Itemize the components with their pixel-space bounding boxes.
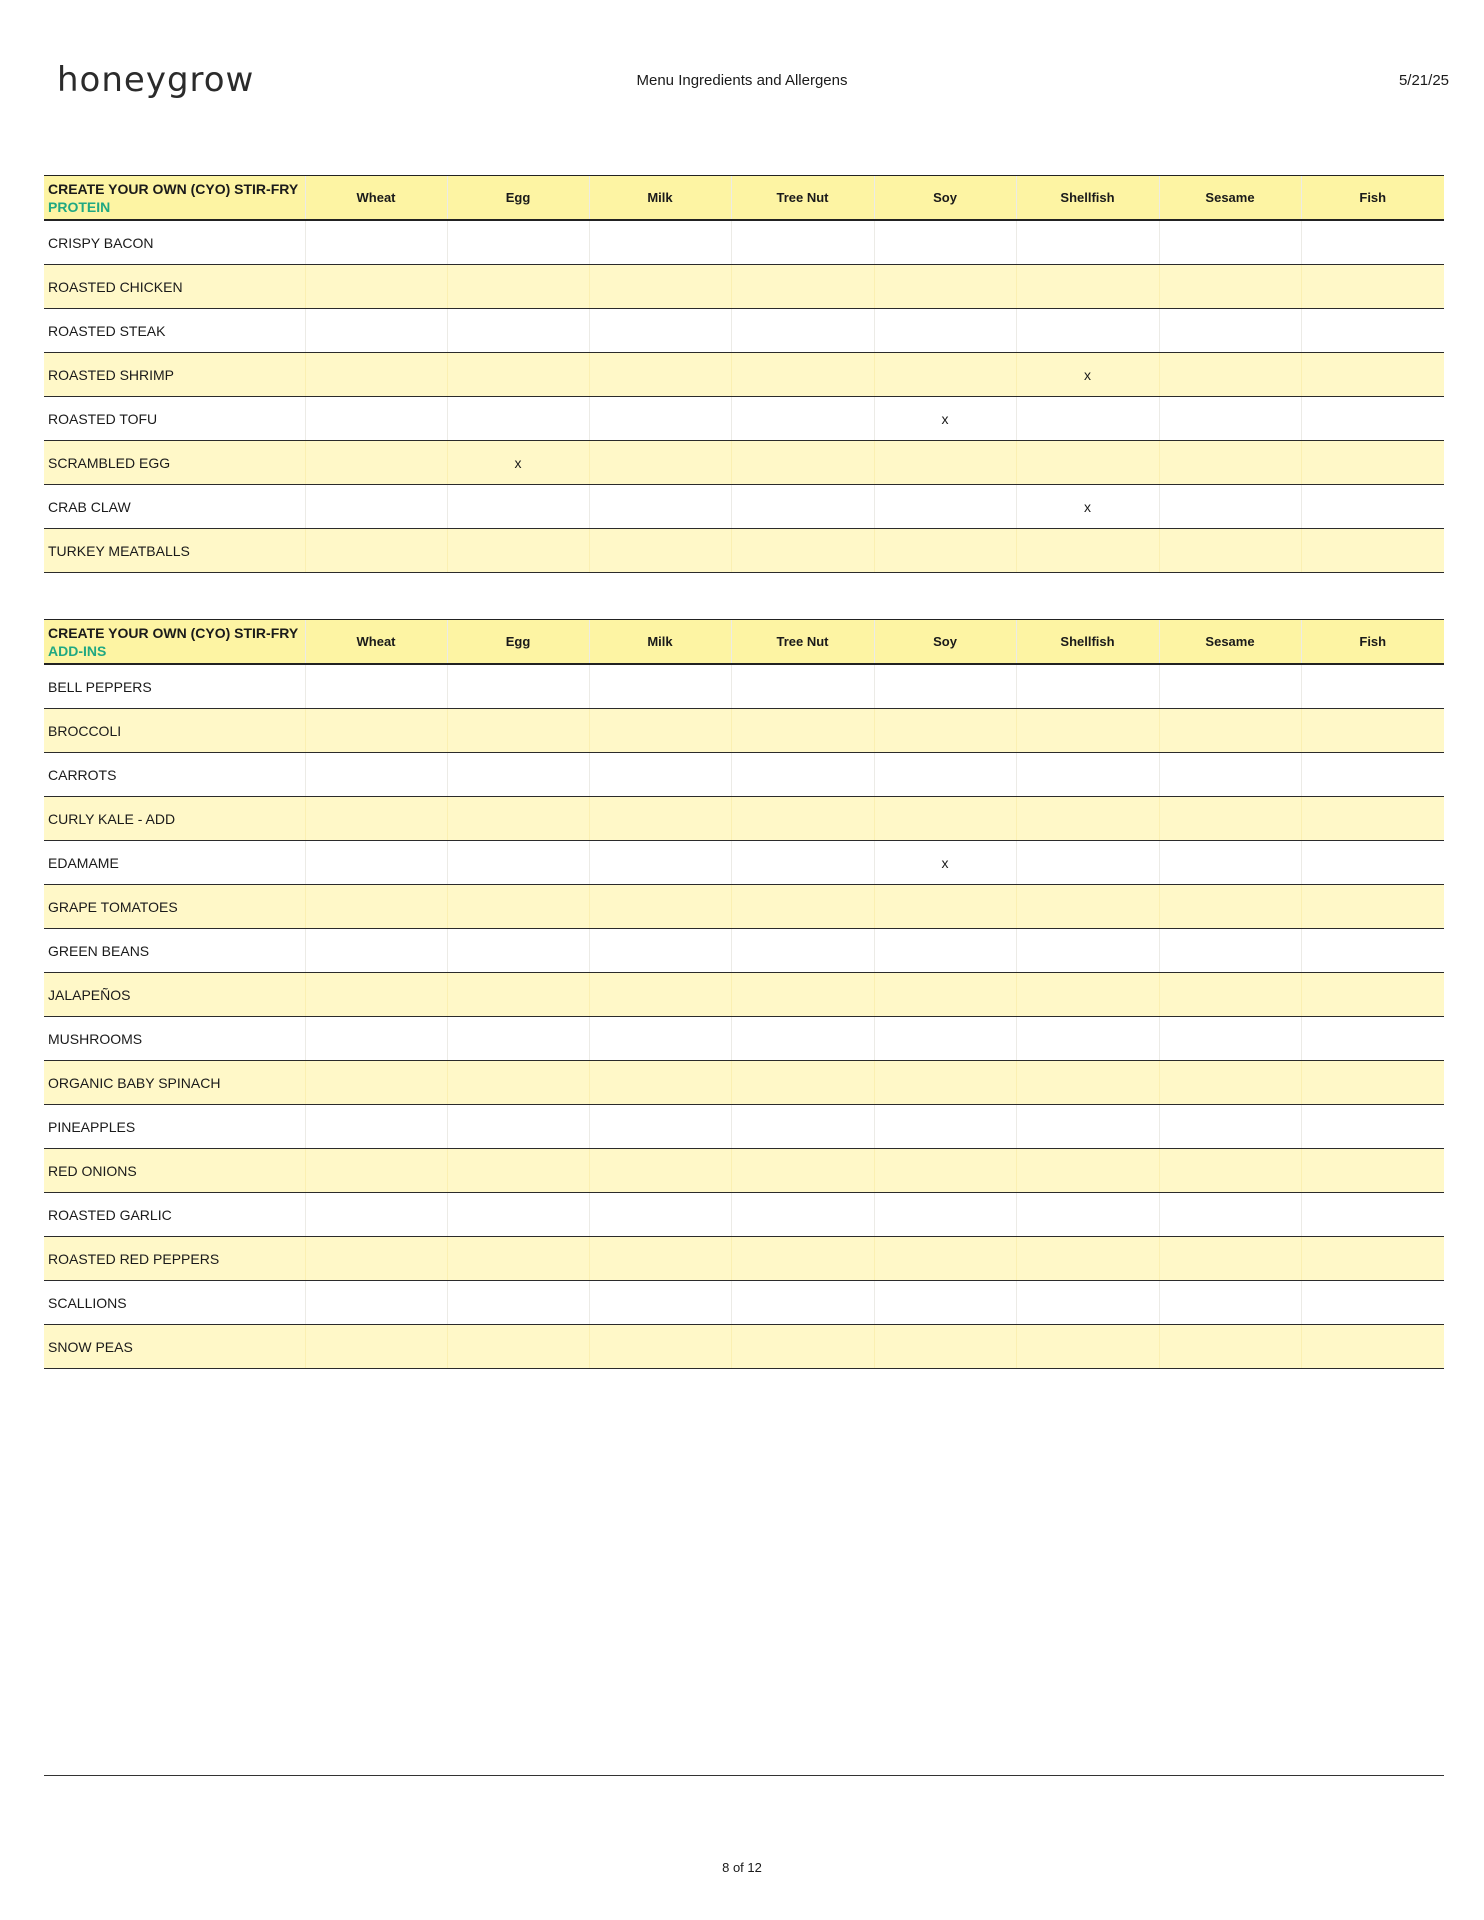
table-row (44, 265, 1444, 309)
allergen-mark-fish (1301, 797, 1444, 841)
allergen-mark-shellfish (1016, 1105, 1159, 1149)
allergen-mark-sesame (1159, 973, 1301, 1017)
column-header-milk: Milk (589, 176, 731, 221)
allergen-mark-milk (589, 220, 731, 265)
allergen-mark-tree-nut (731, 1193, 874, 1237)
document-date: 5/21/25 (1398, 72, 1449, 89)
allergen-mark-milk (589, 485, 731, 529)
table-row (44, 1281, 1444, 1325)
allergen-mark-shellfish (1016, 753, 1159, 797)
allergen-mark-tree-nut (731, 441, 874, 485)
allergen-mark-wheat (305, 1193, 447, 1237)
allergen-mark-fish (1301, 1149, 1444, 1193)
allergen-mark-egg (447, 929, 589, 973)
allergen-mark-milk (589, 973, 731, 1017)
protein-allergen-table (44, 175, 1444, 573)
allergen-mark-milk (589, 797, 731, 841)
allergen-mark-wheat (305, 1281, 447, 1325)
allergen-mark-tree-nut (731, 709, 874, 753)
table-row (44, 1325, 1444, 1369)
allergen-mark-soy (874, 220, 1016, 265)
allergen-mark-shellfish (1016, 841, 1159, 885)
allergen-mark-tree-nut (731, 973, 874, 1017)
allergen-mark-milk (589, 1237, 731, 1281)
item-name: MUSHROOMS (44, 1017, 305, 1061)
allergen-mark-tree-nut (731, 929, 874, 973)
allergen-mark-fish (1301, 220, 1444, 265)
table-row (44, 797, 1444, 841)
allergen-mark-sesame (1159, 1237, 1301, 1281)
allergen-mark-tree-nut (731, 265, 874, 309)
allergen-mark-tree-nut (731, 309, 874, 353)
allergen-mark-egg (447, 1193, 589, 1237)
allergen-mark-sesame (1159, 1193, 1301, 1237)
column-header-fish: Fish (1301, 176, 1444, 221)
allergen-mark-milk (589, 397, 731, 441)
allergen-mark-soy (874, 753, 1016, 797)
column-header-wheat: Wheat (305, 620, 447, 665)
allergen-mark-soy (874, 1237, 1016, 1281)
allergen-mark-wheat (305, 309, 447, 353)
allergen-mark-wheat (305, 397, 447, 441)
allergen-mark-fish (1301, 753, 1444, 797)
table-row (44, 441, 1444, 485)
allergen-mark-tree-nut (731, 397, 874, 441)
column-header-egg: Egg (447, 176, 589, 221)
item-name: ROASTED TOFU (44, 397, 305, 441)
allergen-mark-egg (447, 1149, 589, 1193)
table-row (44, 1149, 1444, 1193)
allergen-mark-fish (1301, 529, 1444, 573)
allergen-mark-tree-nut (731, 797, 874, 841)
allergen-mark-egg (447, 973, 589, 1017)
allergen-mark-shellfish (1016, 1061, 1159, 1105)
allergen-mark-soy (874, 1193, 1016, 1237)
allergen-mark-fish (1301, 265, 1444, 309)
item-name: GRAPE TOMATOES (44, 885, 305, 929)
allergen-mark-soy (874, 664, 1016, 709)
item-name: CARROTS (44, 753, 305, 797)
allergen-mark-wheat (305, 220, 447, 265)
column-header-tree-nut: Tree Nut (731, 176, 874, 221)
column-header-wheat: Wheat (305, 176, 447, 221)
column-header-shellfish: Shellfish (1016, 176, 1159, 221)
allergen-mark-wheat (305, 753, 447, 797)
allergen-mark-sesame (1159, 485, 1301, 529)
column-header-tree-nut: Tree Nut (731, 620, 874, 665)
item-name: CRAB CLAW (44, 485, 305, 529)
item-name: JALAPEÑOS (44, 973, 305, 1017)
allergen-mark-milk (589, 441, 731, 485)
allergen-mark-wheat (305, 1105, 447, 1149)
allergen-mark-soy (874, 309, 1016, 353)
allergen-mark-milk (589, 1325, 731, 1369)
item-name: TURKEY MEATBALLS (44, 529, 305, 573)
column-header-fish: Fish (1301, 620, 1444, 665)
column-header-sesame: Sesame (1159, 176, 1301, 221)
allergen-mark-egg (447, 397, 589, 441)
allergen-mark-soy: x (874, 841, 1016, 885)
item-name: GREEN BEANS (44, 929, 305, 973)
section-subtitle: ADD-INS (48, 642, 107, 659)
column-header-soy: Soy (874, 620, 1016, 665)
allergen-mark-wheat (305, 529, 447, 573)
table-row (44, 220, 1444, 265)
table-row (44, 1017, 1444, 1061)
allergen-mark-wheat (305, 797, 447, 841)
allergen-mark-sesame (1159, 353, 1301, 397)
allergen-mark-wheat (305, 265, 447, 309)
allergen-mark-egg: x (447, 441, 589, 485)
allergen-mark-egg (447, 529, 589, 573)
table-row (44, 1061, 1444, 1105)
allergen-mark-fish (1301, 397, 1444, 441)
allergen-mark-milk (589, 841, 731, 885)
allergen-mark-egg (447, 1105, 589, 1149)
allergen-mark-wheat (305, 841, 447, 885)
allergen-mark-soy (874, 797, 1016, 841)
allergen-mark-sesame (1159, 753, 1301, 797)
allergen-mark-tree-nut (731, 885, 874, 929)
allergen-mark-fish (1301, 664, 1444, 709)
item-name: EDAMAME (44, 841, 305, 885)
allergen-mark-fish (1301, 485, 1444, 529)
allergen-mark-fish (1301, 709, 1444, 753)
allergen-mark-milk (589, 929, 731, 973)
allergen-mark-soy: x (874, 397, 1016, 441)
allergen-mark-wheat (305, 1237, 447, 1281)
allergen-mark-fish (1301, 1105, 1444, 1149)
allergen-mark-fish (1301, 929, 1444, 973)
allergen-mark-sesame (1159, 797, 1301, 841)
allergen-mark-fish (1301, 973, 1444, 1017)
allergen-mark-sesame (1159, 664, 1301, 709)
allergen-mark-milk (589, 1017, 731, 1061)
allergen-mark-shellfish (1016, 220, 1159, 265)
allergen-mark-egg (447, 1061, 589, 1105)
table-row (44, 885, 1444, 929)
allergen-mark-egg (447, 309, 589, 353)
allergen-mark-sesame (1159, 529, 1301, 573)
allergen-mark-egg (447, 265, 589, 309)
item-name: ROASTED GARLIC (44, 1193, 305, 1237)
allergen-mark-tree-nut (731, 1281, 874, 1325)
allergen-mark-egg (447, 753, 589, 797)
table-row (44, 397, 1444, 441)
allergen-mark-soy (874, 353, 1016, 397)
allergen-mark-egg (447, 885, 589, 929)
column-header-shellfish: Shellfish (1016, 620, 1159, 665)
allergen-mark-egg (447, 1017, 589, 1061)
item-name: ORGANIC BABY SPINACH (44, 1061, 305, 1105)
table-row (44, 529, 1444, 573)
allergen-mark-tree-nut (731, 485, 874, 529)
column-header-milk: Milk (589, 620, 731, 665)
allergen-mark-sesame (1159, 265, 1301, 309)
allergen-mark-tree-nut (731, 529, 874, 573)
allergen-mark-shellfish (1016, 397, 1159, 441)
section-header (44, 176, 305, 221)
allergen-mark-sesame (1159, 1061, 1301, 1105)
item-name: SNOW PEAS (44, 1325, 305, 1369)
table-row (44, 1193, 1444, 1237)
allergen-mark-shellfish (1016, 797, 1159, 841)
item-name: CRISPY BACON (44, 220, 305, 265)
page-number: 8 of 12 (722, 1860, 762, 1875)
allergen-mark-soy (874, 1105, 1016, 1149)
allergen-mark-milk (589, 753, 731, 797)
allergen-mark-fish (1301, 841, 1444, 885)
allergen-mark-sesame (1159, 309, 1301, 353)
allergen-mark-wheat (305, 1149, 447, 1193)
allergen-mark-fish (1301, 441, 1444, 485)
allergen-mark-egg (447, 1281, 589, 1325)
item-name: ROASTED CHICKEN (44, 265, 305, 309)
allergen-mark-tree-nut (731, 1325, 874, 1369)
allergen-mark-egg (447, 664, 589, 709)
allergen-mark-sesame (1159, 1325, 1301, 1369)
allergen-mark-milk (589, 1281, 731, 1325)
allergen-mark-egg (447, 485, 589, 529)
allergen-mark-shellfish (1016, 1325, 1159, 1369)
allergen-mark-soy (874, 1061, 1016, 1105)
item-name: RED ONIONS (44, 1149, 305, 1193)
allergen-mark-milk (589, 885, 731, 929)
allergen-mark-fish (1301, 1193, 1444, 1237)
allergen-mark-soy (874, 1017, 1016, 1061)
allergen-mark-fish (1301, 1325, 1444, 1369)
allergen-mark-wheat (305, 441, 447, 485)
allergen-mark-soy (874, 973, 1016, 1017)
table-row (44, 753, 1444, 797)
allergen-mark-fish (1301, 353, 1444, 397)
allergen-mark-milk (589, 664, 731, 709)
allergen-mark-fish (1301, 1281, 1444, 1325)
allergen-mark-shellfish (1016, 664, 1159, 709)
table-header-row (44, 620, 1444, 665)
allergen-mark-sesame (1159, 1281, 1301, 1325)
allergen-mark-milk (589, 353, 731, 397)
allergen-mark-egg (447, 841, 589, 885)
section-title: CREATE YOUR OWN (CYO) STIR-FRY (48, 624, 299, 641)
allergen-mark-tree-nut (731, 753, 874, 797)
item-name: SCALLIONS (44, 1281, 305, 1325)
item-name: CURLY KALE - ADD (44, 797, 305, 841)
allergen-mark-sesame (1159, 709, 1301, 753)
allergen-mark-wheat (305, 485, 447, 529)
allergen-mark-milk (589, 1149, 731, 1193)
allergen-mark-wheat (305, 973, 447, 1017)
allergen-mark-milk (589, 1193, 731, 1237)
allergen-mark-egg (447, 1237, 589, 1281)
allergen-mark-shellfish (1016, 265, 1159, 309)
table-row (44, 664, 1444, 709)
allergen-mark-sesame (1159, 1149, 1301, 1193)
allergen-mark-soy (874, 929, 1016, 973)
allergen-mark-shellfish (1016, 929, 1159, 973)
allergen-mark-wheat (305, 1325, 447, 1369)
table-row (44, 485, 1444, 529)
section-title: CREATE YOUR OWN (CYO) STIR-FRY (48, 180, 299, 197)
table-row (44, 929, 1444, 973)
allergen-mark-sesame (1159, 397, 1301, 441)
document-title: Menu Ingredients and Allergens (636, 72, 848, 89)
allergen-mark-fish (1301, 309, 1444, 353)
section-header (44, 620, 305, 665)
item-name: ROASTED RED PEPPERS (44, 1237, 305, 1281)
allergen-mark-sesame (1159, 1105, 1301, 1149)
allergen-mark-wheat (305, 664, 447, 709)
allergen-mark-sesame (1159, 885, 1301, 929)
addins-allergen-table (44, 619, 1444, 1369)
allergen-mark-milk (589, 1105, 731, 1149)
allergen-mark-wheat (305, 885, 447, 929)
table-row (44, 841, 1444, 885)
allergen-mark-soy (874, 885, 1016, 929)
allergen-mark-shellfish: x (1016, 485, 1159, 529)
allergen-mark-shellfish (1016, 529, 1159, 573)
allergen-mark-wheat (305, 353, 447, 397)
allergen-mark-shellfish (1016, 1149, 1159, 1193)
column-header-sesame: Sesame (1159, 620, 1301, 665)
allergen-mark-sesame (1159, 220, 1301, 265)
item-name: BROCCOLI (44, 709, 305, 753)
allergen-mark-egg (447, 353, 589, 397)
allergen-mark-egg (447, 220, 589, 265)
allergen-mark-egg (447, 709, 589, 753)
allergen-mark-shellfish: x (1016, 353, 1159, 397)
table-row (44, 709, 1444, 753)
allergen-mark-egg (447, 1325, 589, 1369)
table-row (44, 1237, 1444, 1281)
allergen-mark-shellfish (1016, 441, 1159, 485)
allergen-mark-egg (447, 797, 589, 841)
item-name: SCRAMBLED EGG (44, 441, 305, 485)
allergen-mark-soy (874, 441, 1016, 485)
table-row (44, 1105, 1444, 1149)
allergen-mark-milk (589, 309, 731, 353)
allergen-mark-soy (874, 1281, 1016, 1325)
table-header-row (44, 176, 1444, 221)
allergen-mark-fish (1301, 1061, 1444, 1105)
allergen-mark-wheat (305, 1017, 447, 1061)
allergen-mark-soy (874, 265, 1016, 309)
item-name: ROASTED SHRIMP (44, 353, 305, 397)
allergen-mark-sesame (1159, 1017, 1301, 1061)
allergen-mark-sesame (1159, 841, 1301, 885)
column-header-egg: Egg (447, 620, 589, 665)
allergen-mark-soy (874, 529, 1016, 573)
item-name: ROASTED STEAK (44, 309, 305, 353)
allergen-mark-wheat (305, 1061, 447, 1105)
allergen-mark-tree-nut (731, 1149, 874, 1193)
allergen-mark-soy (874, 485, 1016, 529)
allergen-mark-milk (589, 529, 731, 573)
allergen-mark-tree-nut (731, 841, 874, 885)
allergen-mark-fish (1301, 1017, 1444, 1061)
allergen-mark-milk (589, 709, 731, 753)
allergen-mark-soy (874, 709, 1016, 753)
allergen-mark-tree-nut (731, 1061, 874, 1105)
column-header-soy: Soy (874, 176, 1016, 221)
allergen-mark-fish (1301, 885, 1444, 929)
allergen-mark-tree-nut (731, 664, 874, 709)
section-subtitle: PROTEIN (48, 198, 111, 215)
allergen-mark-soy (874, 1149, 1016, 1193)
allergen-mark-sesame (1159, 929, 1301, 973)
allergen-mark-tree-nut (731, 1237, 874, 1281)
allergen-mark-milk (589, 1061, 731, 1105)
item-name: PINEAPPLES (44, 1105, 305, 1149)
allergen-mark-tree-nut (731, 220, 874, 265)
allergen-mark-shellfish (1016, 1281, 1159, 1325)
allergen-mark-shellfish (1016, 973, 1159, 1017)
allergen-mark-shellfish (1016, 1237, 1159, 1281)
table-row (44, 353, 1444, 397)
allergen-mark-tree-nut (731, 353, 874, 397)
allergen-mark-tree-nut (731, 1105, 874, 1149)
allergen-mark-milk (589, 265, 731, 309)
item-name: BELL PEPPERS (44, 664, 305, 709)
allergen-mark-shellfish (1016, 709, 1159, 753)
allergen-mark-shellfish (1016, 885, 1159, 929)
allergen-mark-shellfish (1016, 309, 1159, 353)
allergen-mark-wheat (305, 709, 447, 753)
allergen-mark-wheat (305, 929, 447, 973)
brand-logo: honeygrow (57, 60, 255, 100)
allergen-mark-sesame (1159, 441, 1301, 485)
allergen-mark-shellfish (1016, 1193, 1159, 1237)
table-row (44, 309, 1444, 353)
allergen-mark-fish (1301, 1237, 1444, 1281)
table-row (44, 973, 1444, 1017)
allergen-mark-tree-nut (731, 1017, 874, 1061)
allergen-mark-soy (874, 1325, 1016, 1369)
allergen-mark-shellfish (1016, 1017, 1159, 1061)
footer-divider (44, 1775, 1444, 1776)
